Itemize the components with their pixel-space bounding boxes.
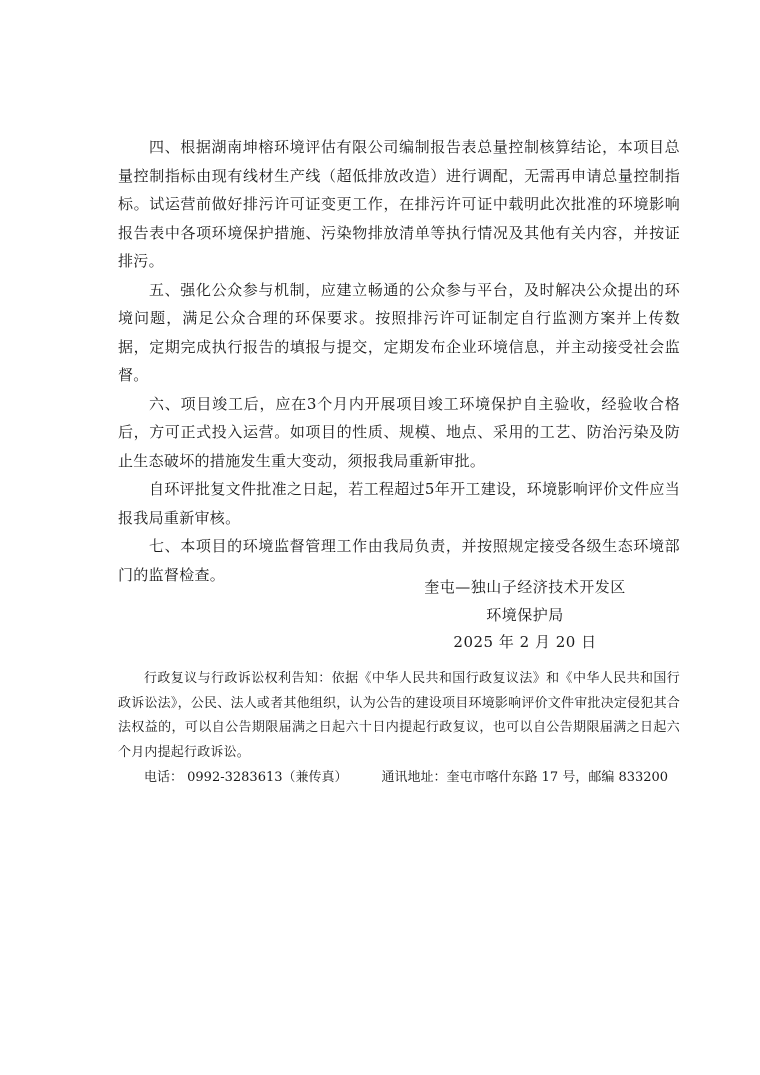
issuing-org-line1: 奎屯—独山子经济技术开发区	[424, 578, 626, 596]
paragraph-section-5: 五、强化公众参与机制，应建立畅通的公众参与平台，及时解决公众提出的环境问题，满足公众合理的环保要求。按照排污许可证制定自行监测方案并上传数据，定期完成执行报告的填报与提交，定期发布企业环境信息，并主动接受社会监督。	[118, 280, 680, 384]
contact-address: 通讯地址：奎屯市喀什东路 17 号，邮编 833200	[381, 770, 669, 785]
contact-info	[144, 768, 684, 788]
paragraph-section-6: 六、项目竣工后，应在3个月内开展项目竣工环境保护自主验收，经验收合格后，方可正式投入运营。如项目的性质、规模、地点、采用的工艺、防治污染及防止生态破坏的措施发生重大变动，须报我局重新审批。	[118, 394, 680, 470]
paragraph-section-4: 四、根据湖南坤榕环境评估有限公司编制报告表总量控制核算结论，本项目总量控制指标由现有线材生产线（超低排放改造）进行调配，无需再申请总量控制指标。试运营前做好排污许可证变更工作，在排污许可证中载明此次批准的环境影响报告表中各项环境保护措施、污染物排放清单等执行情况及其他有关内容，并按证排污。	[118, 138, 680, 270]
document-body	[118, 133, 680, 589]
issuing-org-line2: 环境保护局	[486, 605, 564, 624]
signature-block	[400, 574, 650, 657]
contact-phone: 电话： 0992-3283613（兼传真）	[144, 770, 348, 785]
legal-rights-notice: 行政复议与行政诉讼权利告知：依据《中华人民共和国行政复议法》和《中华人民共和国行政诉讼法》，公民、法人或者其他组织，认为公告的建设项目环境影响评价文件审批决定侵犯其合法权益的，可以自公告期限届满之日起六十日内提起行政复议，也可以自公告期限届满之日起六个月内提起行政诉讼。	[118, 671, 680, 760]
paragraph-approval-validity: 自环评批复文件批准之日起，若工程超过5年开工建设，环境影响评价文件应当报我局重新审核。	[118, 480, 680, 527]
paragraph-section-7: 七、本项目的环境监督管理工作由我局负责，并按照规定接受各级生态环境部门的监督检查。	[118, 537, 680, 584]
issue-date: 2025 年 2 月 20 日	[453, 633, 597, 651]
